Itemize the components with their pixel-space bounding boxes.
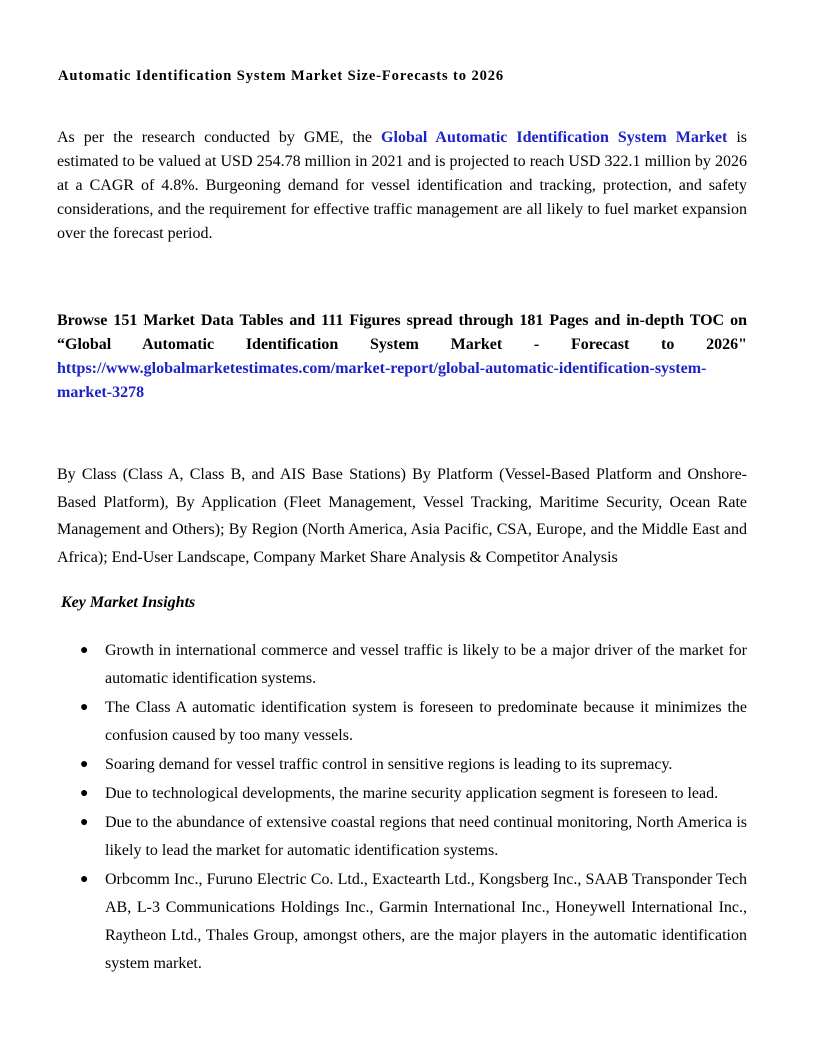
list-item-text: Due to the abundance of extensive coastal regions that need continual monitoring, North America is likely to lead the market for automatic identification systems.: [105, 814, 747, 859]
page-title: Automatic Identification System Market Size-Forecasts to 2026: [58, 68, 505, 84]
bullet-icon: ●: [80, 757, 89, 772]
bullet-icon: ●: [80, 700, 89, 715]
intro-text-start: As per the research conducted by GME, the: [57, 129, 382, 146]
intro-text-end: is estimated to be valued at USD 254.78 million in 2021 and is projected to reach USD 322.1 million by 2026 at a CAGR of 4.8%. Burgeoning demand for vessel identification and tracking, protection, and safety considerations, and the requirement for effective traffic management are all likely to fuel market expansion over the forecast period.: [57, 129, 748, 242]
intro-paragraph: [57, 126, 747, 246]
segmentation-paragraph: By Class (Class A, Class B, and AIS Base Stations) By Platform (Vessel-Based Platform and Onshore-Based Platform), By Application (Fleet Management, Vessel Tracking, Maritime Security, Ocean Rate Management and Others); By Region (North America, Asia Pacific, CSA, Europe, and the Middle East and Africa); End-User Landscape, Company Market Share Analysis & Competitor Analysis: [57, 466, 747, 566]
bullet-icon: ●: [80, 786, 89, 801]
bullet-icon: ●: [80, 815, 89, 830]
key-market-insights-heading: Key Market Insights: [61, 594, 196, 611]
list-item-text: Due to technological developments, the marine security application segment is foreseen to lead.: [105, 785, 719, 802]
list-item: [0, 809, 747, 865]
list-item-text: Orbcomm Inc., Furuno Electric Co. Ltd., Exactearth Ltd., Kongsberg Inc., SAAB Transponder Tech AB, L-3 Communications Holdings Inc., Garmin International Inc., Honeywell International Inc., Raytheon Ltd., Thales Group, amongst others, are the major players in the automatic identification system market.: [105, 871, 747, 972]
list-item: [0, 866, 747, 978]
key-insights-list: [0, 637, 816, 979]
list-item: [0, 694, 747, 750]
market-link[interactable]: Global Automatic Identification System Market: [381, 129, 728, 146]
list-item: [0, 637, 747, 693]
browse-paragraph: [57, 309, 747, 405]
list-item-text: The Class A automatic identification system is foreseen to predominate because it minimizes the confusion caused by too many vessels.: [105, 699, 747, 744]
list-item: [0, 751, 747, 779]
report-url-link[interactable]: https://www.globalmarketestimates.com/market-report/global-automatic-identification-system-market-3278: [57, 360, 707, 401]
list-item: [0, 780, 747, 808]
bullet-icon: ●: [80, 643, 89, 658]
bullet-icon: ●: [80, 872, 89, 887]
browse-text: Browse 151 Market Data Tables and 111 Figures spread through 181 Pages and in-depth TOC on “Global Automatic Identification System Market - Forecast to 2026": [57, 312, 747, 353]
list-item-text: Growth in international commerce and vessel traffic is likely to be a major driver of the market for automatic identification systems.: [105, 642, 747, 687]
list-item-text: Soaring demand for vessel traffic control in sensitive regions is leading to its supremacy.: [105, 756, 673, 773]
